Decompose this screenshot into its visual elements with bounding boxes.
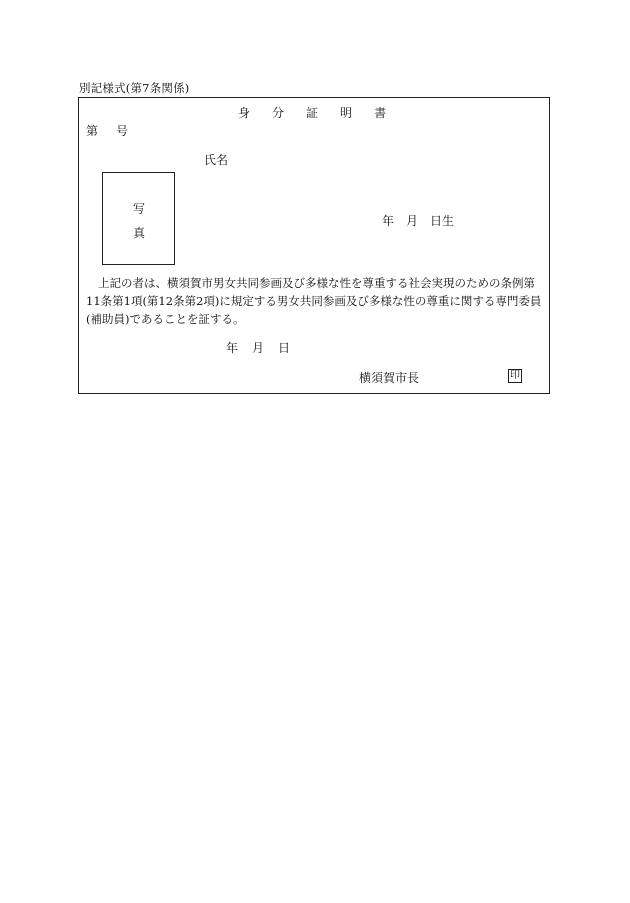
statement-line-text: (補助員)であることを証する。	[86, 312, 245, 326]
statement-line-text: 11条第1項(第12条第2項)に規定する男女共同参画及び多様な性の尊重に関する専門委員	[86, 294, 542, 308]
statement-line	[86, 292, 544, 310]
birth-year-label: 年	[382, 214, 395, 228]
photo-label: 真	[133, 226, 146, 240]
birth-day-label: 日生	[430, 214, 455, 228]
issue-date	[226, 339, 290, 356]
title-char: 身	[238, 106, 251, 120]
statement-line	[86, 274, 544, 292]
title-char: 分	[272, 106, 285, 120]
title-char: 証	[306, 106, 319, 120]
photo-box	[102, 172, 175, 265]
certificate-number	[86, 122, 128, 139]
issue-year-label: 年	[226, 341, 239, 355]
birth-month-label: 月	[406, 214, 419, 228]
title-char: 明	[340, 106, 353, 120]
issuer-name: 横須賀市長	[359, 371, 420, 385]
statement-line	[86, 310, 544, 328]
statement-line-text: 上記の者は、横須賀市男女共同参画及び多様な性を尊重する社会実現のための条例第	[98, 276, 535, 290]
certificate-title	[238, 104, 386, 121]
issue-month-label: 月	[252, 341, 265, 355]
issue-day-label: 日	[278, 341, 291, 355]
title-char: 書	[374, 106, 387, 120]
seal-stamp: 印	[510, 370, 520, 381]
birth-date	[382, 212, 454, 229]
number-prefix: 第	[86, 124, 99, 138]
number-suffix: 号	[116, 124, 129, 138]
certification-statement	[86, 274, 544, 328]
form-caption: 別記様式(第7条関係)	[79, 81, 190, 95]
name-label: 氏名	[204, 153, 229, 167]
photo-label: 写	[133, 202, 146, 216]
